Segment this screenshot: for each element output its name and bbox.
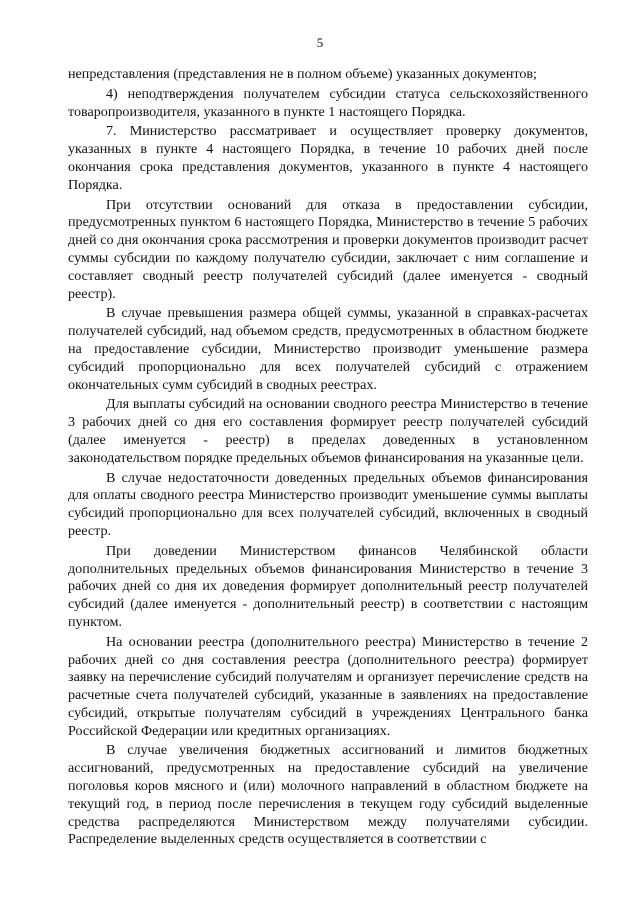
paragraph-additional-limits: При доведении Министерством финансов Челябинской области дополнительных предельных объемов финансирования Министерство в течение 3 рабочих дней со дня их доведения формирует дополнительный реестр получателей субсидий (далее именуется - дополнительный реестр) в соответствии с настоящим пунктом. [68, 542, 588, 630]
paragraph-transfer-request: На основании реестра (дополнительного реестра) Министерство в течение 2 рабочих дней со дня составления реестра (дополнительного реестра) формирует заявку на перечисление субсидий получателям и организует перечисление средств на расчетные счета получателей субсидий, указанные в заявлениях на предоставление субсидий, открытые получателям субсидий в учреждениях Центрального банка Российской Федерации или кредитных организациях. [68, 633, 588, 739]
paragraph-item-4: 4) неподтверждения получателем субсидии статуса сельскохозяйственного товаропроизводителя, указанного в пункте 1 настоящего Порядка. [68, 85, 588, 120]
paragraph-insufficient-limits: В случае недостаточности доведенных предельных объемов финансирования для оплаты сводного реестра Министерство производит уменьшение суммы выплаты субсидий пропорционально для всех получателей субсидий, включенных в сводный реестр. [68, 469, 588, 539]
paragraph-clause-7: 7. Министерство рассматривает и осуществляет проверку документов, указанных в пункте 4 настоящего Порядка, в течение 10 рабочих дней после окончания срока представления документов, указанного в пункте 4 настоящего Порядка. [68, 123, 588, 193]
paragraph-excess-sum: В случае превышения размера общей суммы, указанной в справках-расчетах получателей субсидий, над объемом средств, предусмотренных в областном бюджете на предоставление субсидии, Министерство производит уменьшение размера субсидий пропорционально для всех получателей субсидий с отражением окончательных сумм субсидий в сводных реестрах. [68, 305, 588, 393]
paragraph-continuation: непредставления (представления не в полном объеме) указанных документов; [68, 66, 537, 82]
page-number: 5 [316, 35, 324, 50]
paragraph-no-refusal-grounds: При отсутствии оснований для отказа в предоставлении субсидии, предусмотренных пунктом 6 настоящего Порядка, Министерство в течение 5 рабочих дней со дня окончания срока рассмотрения и проверки документов производит расчет суммы субсидии по каждому получателю субсидии, заключает с ним соглашение и составляет сводный реестр получателей субсидий (далее именуется - сводный реестр). [68, 196, 588, 302]
paragraph-budget-increase: В случае увеличения бюджетных ассигнований и лимитов бюджетных ассигнований, предусмотренных на предоставление субсидий на увеличение поголовья коров мясного и (или) молочного направлений в областном бюджете на текущий год, в период после перечисления в текущем году субсидий выделенные средства распределяются Министерством между получателями субсидии. Распределение выделенных средств осуществляется в соответствии с [68, 742, 588, 848]
document-body [68, 66, 588, 851]
paragraph-payment-registry: Для выплаты субсидий на основании сводного реестра Министерство в течение 3 рабочих дней со дня его составления формирует реестр получателей субсидий (далее именуется - реестр) в пределах доведенных в установленном законодательством порядке предельных объемов финансирования на указанные цели. [68, 396, 588, 466]
